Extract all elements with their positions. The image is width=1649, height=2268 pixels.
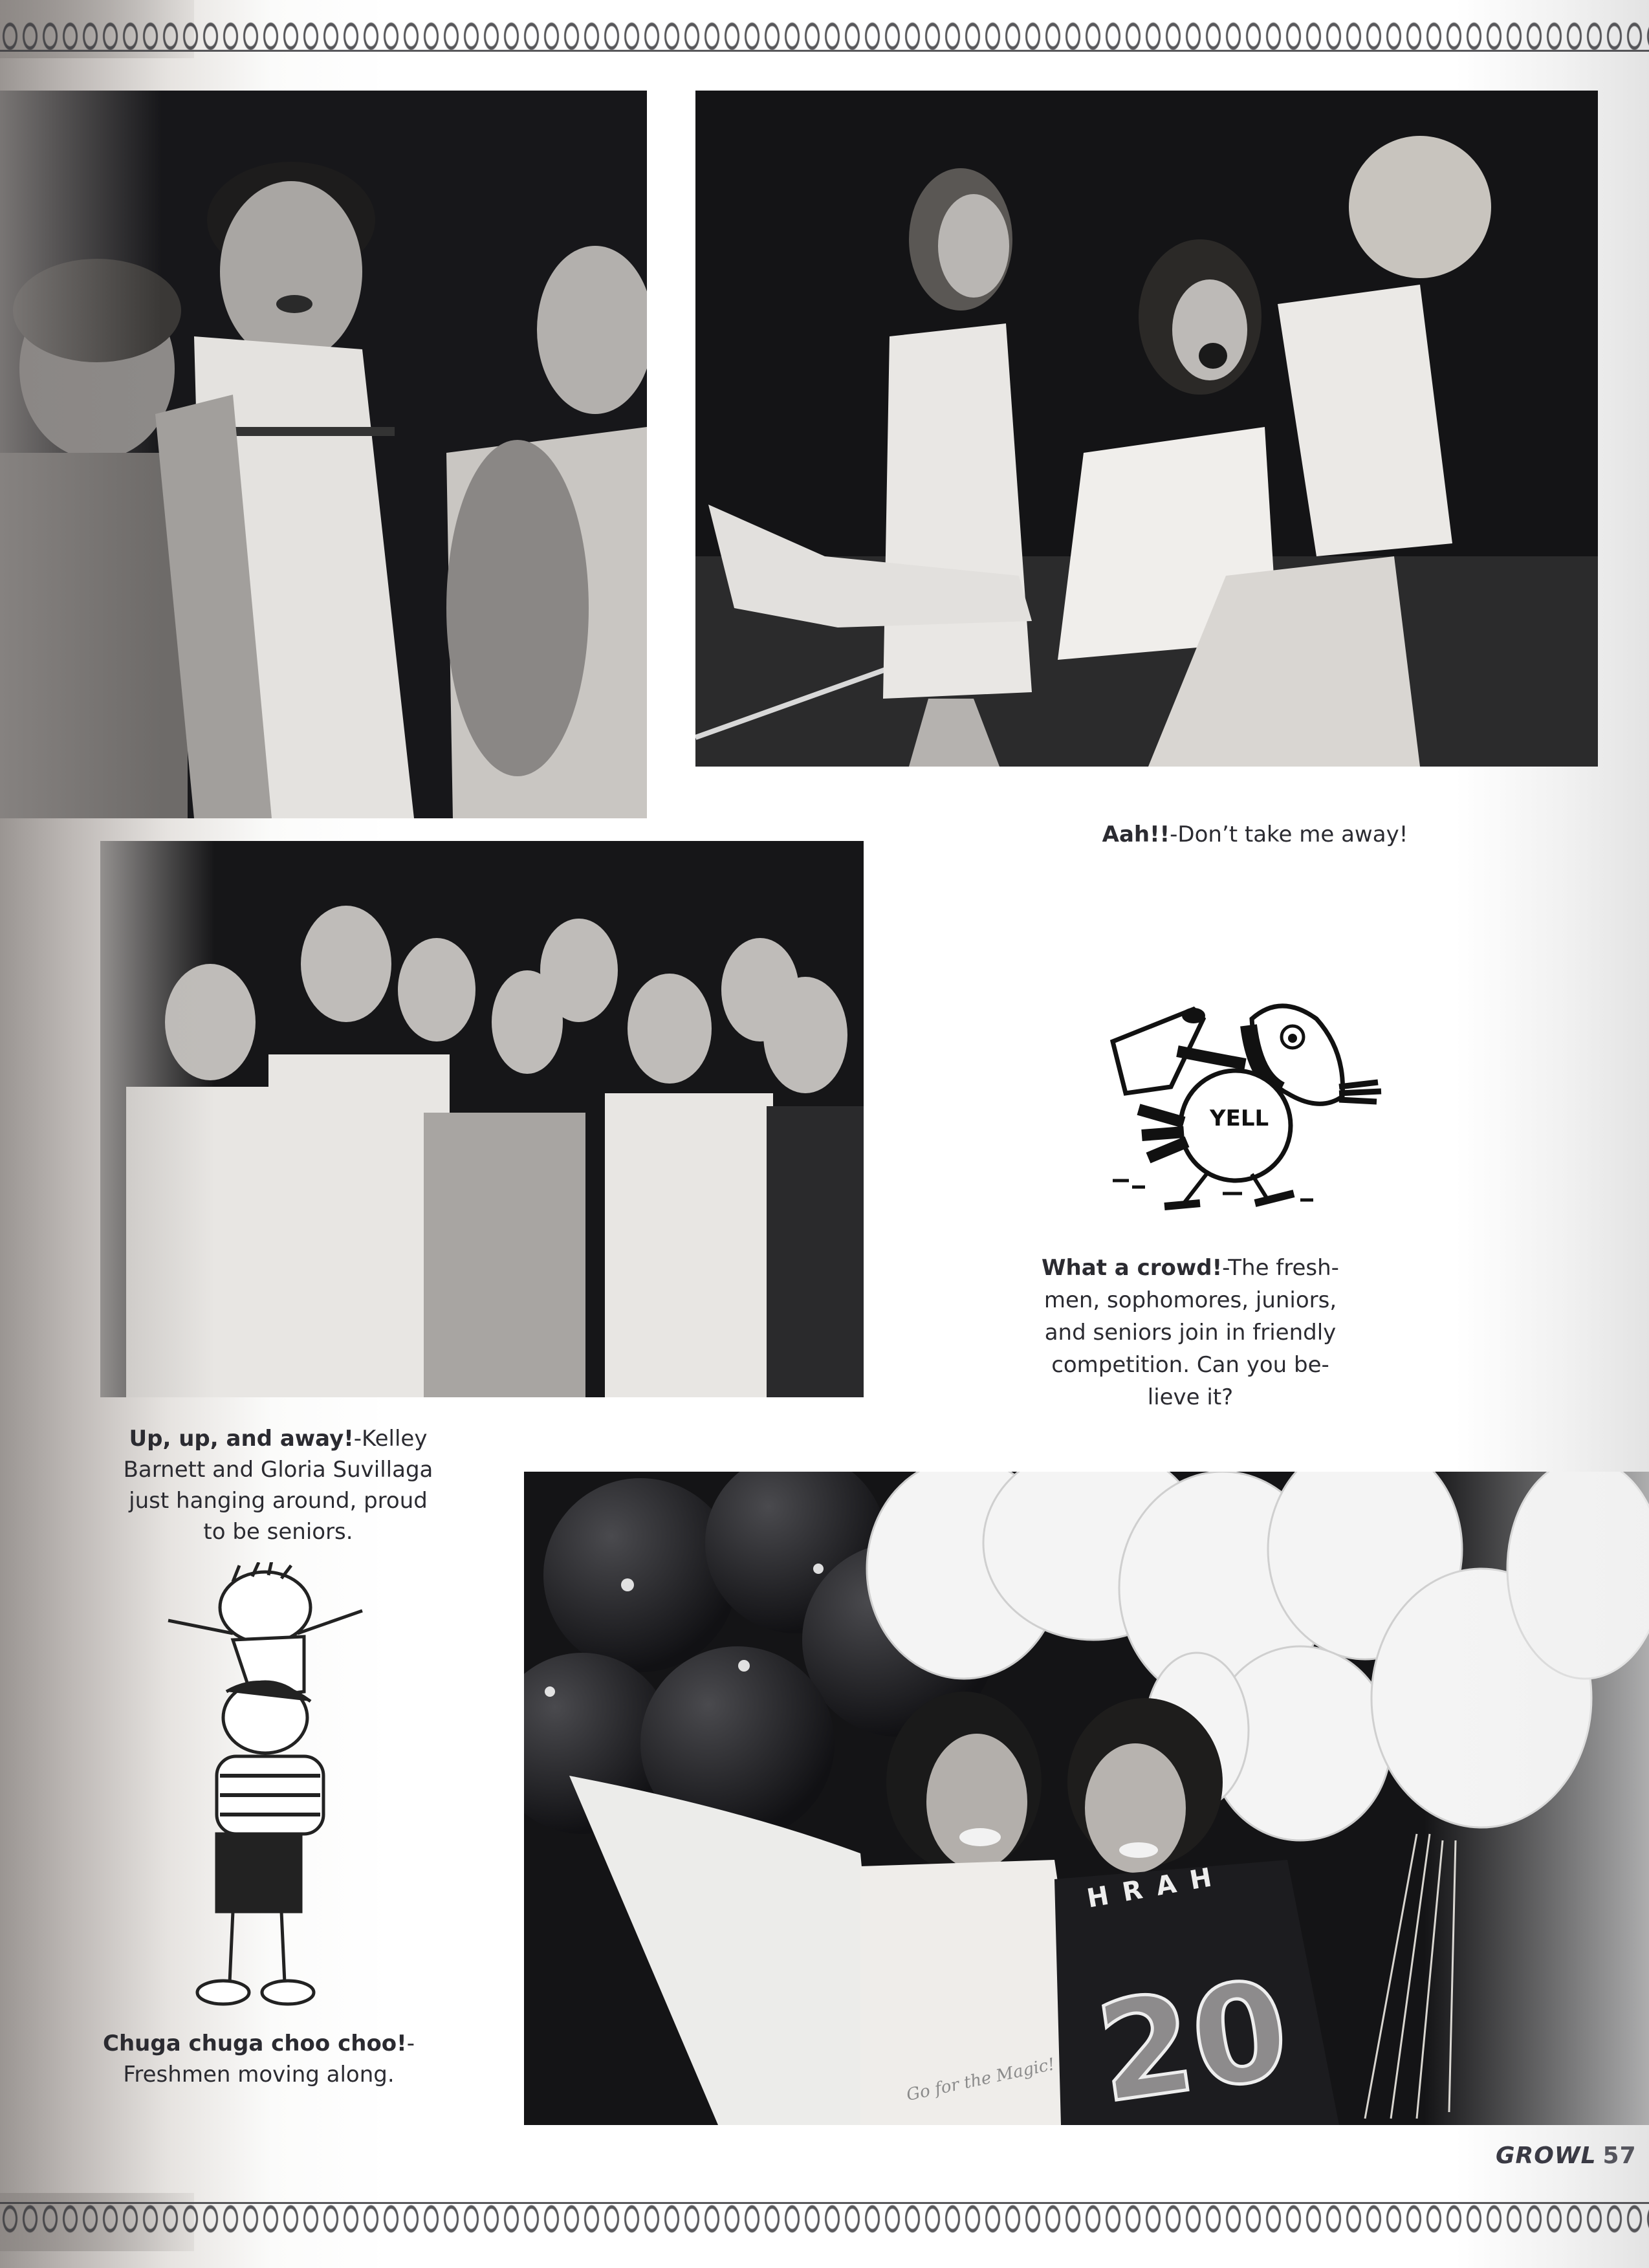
photo-top-left-image [0,91,647,818]
caption-upup-line-2: Barnett and Gloria Suvillaga [123,1457,433,1483]
bird-shirt-text: YELL [1210,1106,1269,1131]
caption-upup-line-4: to be seniors. [203,1519,353,1545]
photo-top-left [0,91,647,818]
caption-crowd-line-5: lieve it? [1147,1384,1234,1410]
caption-aah [1035,818,1475,851]
caption-chuga-title: Chuga chuga choo choo! [103,2031,407,2056]
caption-upup-title: Up, up, and away! [129,1426,354,1452]
caption-crowd-title: What a crowd! [1042,1255,1223,1281]
photo-top-right-image [695,91,1598,767]
caption-crowd-line-2: men, sophomores, juniors, [1043,1287,1337,1313]
caption-chuga-line-2: Freshmen moving along. [123,2062,395,2088]
caption-aah-title: Aah!! [1102,822,1170,847]
boys-shoulders-clipart [155,1562,388,2028]
cartoon-boys-icon [155,1562,388,2028]
caption-chuga-chuga [78,2028,440,2090]
spiral-binding-bottom [0,2201,1649,2237]
photo-bottom-right [524,1472,1649,2125]
caption-crowd-line-4: competition. Can you be- [1051,1352,1329,1378]
caption-aah-text: -Don’t take me away! [1170,822,1408,847]
photo-middle-left-image [100,841,864,1397]
caption-upup-line-3: just hanging around, proud [129,1488,428,1514]
caption-crowd-text-1: -The fresh- [1222,1255,1339,1281]
spiral-binding-top [0,18,1649,54]
page-number: 57 [1602,2143,1637,2169]
bird-mascot-clipart [1087,980,1384,1213]
photo-middle-left [100,841,864,1397]
caption-chuga-text-1: - [406,2031,415,2056]
caption-up-up-and-away [104,1423,453,1547]
caption-crowd-line-3: and seniors join in friendly [1044,1320,1337,1346]
caption-crowd-line-1 [1009,1252,1371,1284]
caption-upup-text-1: -Kelley [353,1426,428,1452]
photo-top-right [695,91,1598,767]
page-folio [1496,2143,1637,2169]
caption-chuga-line-1 [78,2028,440,2059]
caption-what-a-crowd [1009,1252,1371,1413]
folio-section-title: GROWL [1496,2143,1597,2169]
caption-upup-line-1 [104,1423,453,1454]
photo-bottom-right-image [524,1472,1649,2125]
bird-yell-megaphone-icon [1087,980,1384,1213]
